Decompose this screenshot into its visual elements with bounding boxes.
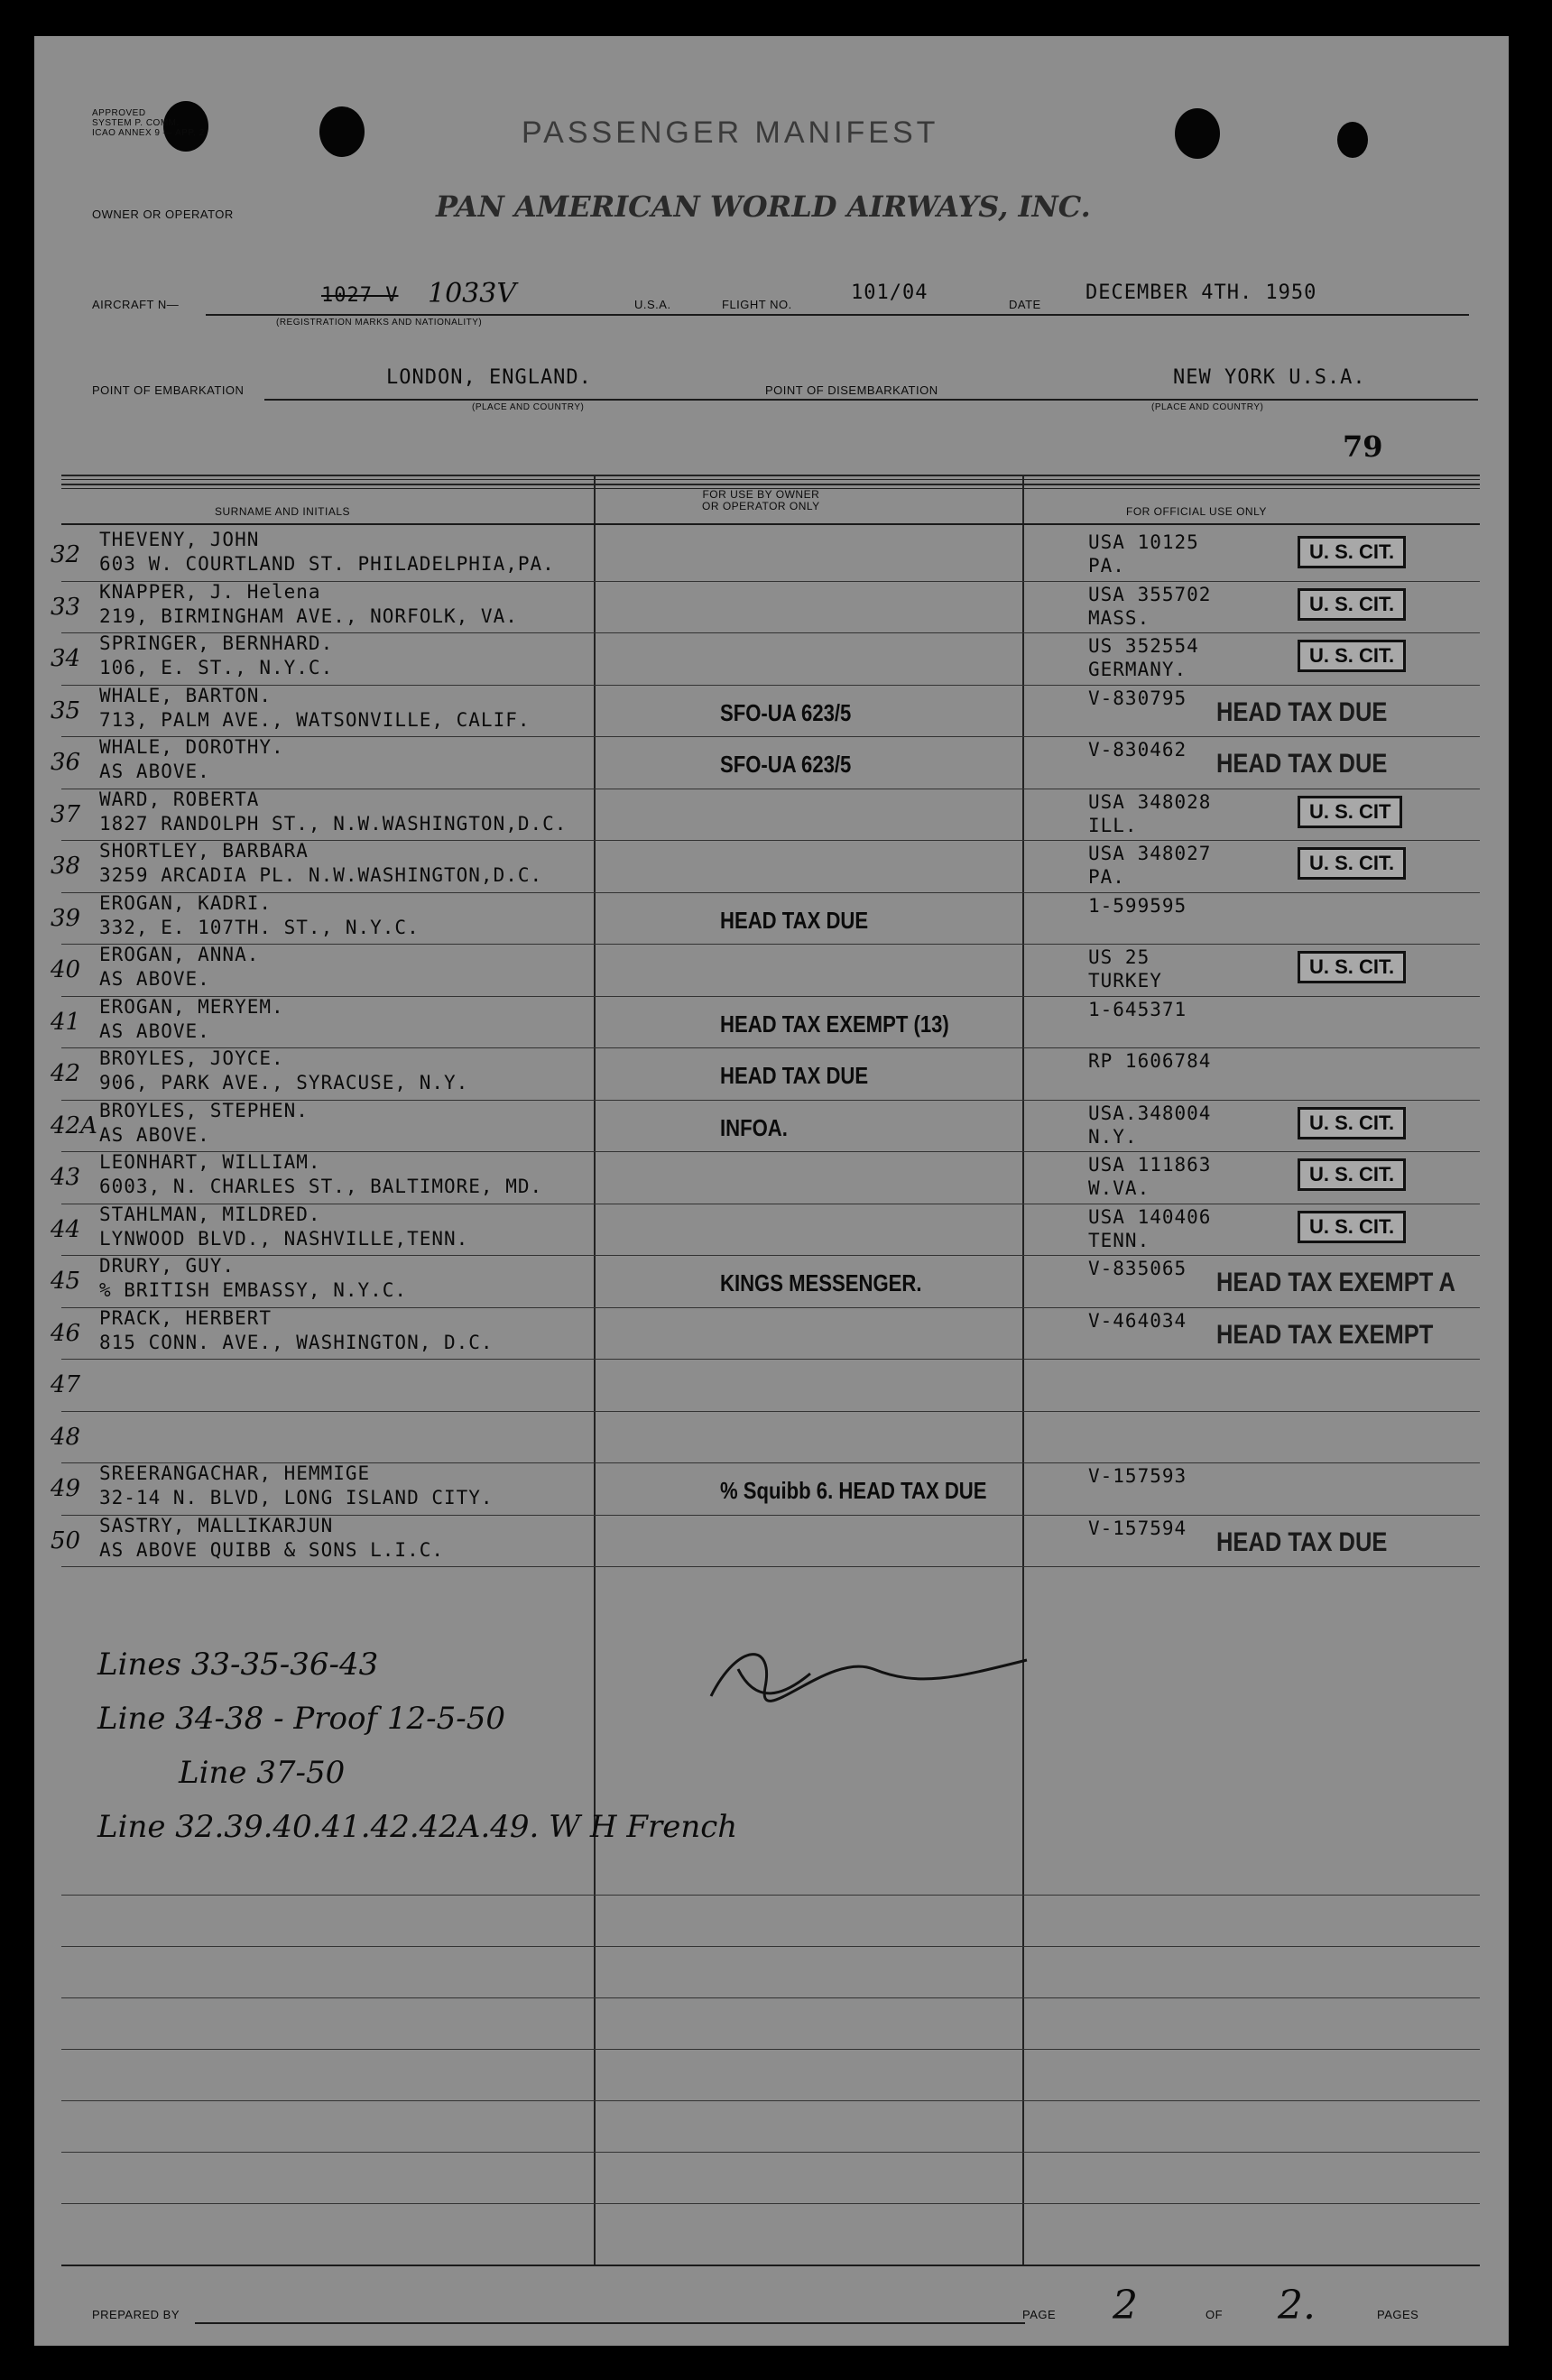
- passenger-name: EROGAN, KADRI.: [99, 891, 273, 914]
- passenger-name: WARD, ROBERTA: [99, 788, 260, 810]
- document-title: PASSENGER MANIFEST: [522, 115, 939, 150]
- passenger-name: SHORTLEY, BARBARA: [99, 840, 309, 862]
- owner-label: OWNER OR OPERATOR: [92, 208, 234, 221]
- row-rule: [61, 1411, 1480, 1412]
- passenger-address: % BRITISH EMBASSY, N.Y.C.: [99, 1279, 408, 1301]
- passenger-address: AS ABOVE QUIBB & SONS L.I.C.: [99, 1538, 445, 1561]
- row-number: 42: [51, 1060, 81, 1087]
- row-number: 40: [51, 956, 81, 983]
- passenger-address: LYNWOOD BLVD., NASHVILLE,TENN.: [99, 1227, 469, 1250]
- official-value: USA 111863 W.VA.: [1088, 1154, 1212, 1199]
- embark-label: POINT OF EMBARKATION: [92, 383, 245, 397]
- head-tax-stamp: HEAD TAX DUE: [1216, 749, 1388, 779]
- row-number: 48: [51, 1423, 81, 1451]
- official-value: US 352554 GERMANY.: [1088, 635, 1199, 680]
- punch-hole: [1337, 122, 1368, 158]
- citizenship-stamp: U. S. CIT.: [1298, 847, 1406, 880]
- prepared-label: PREPARED BY: [92, 2308, 180, 2321]
- column-official-use: FOR OFFICIAL USE ONLY: [1126, 505, 1267, 518]
- page-number: 79: [1343, 429, 1383, 464]
- passenger-name: EROGAN, MERYEM.: [99, 995, 284, 1018]
- owner-note: KINGS MESSENGER.: [720, 1269, 922, 1296]
- citizenship-stamp: U. S. CIT.: [1298, 1211, 1406, 1243]
- passenger-address: AS ABOVE.: [99, 1019, 210, 1042]
- flight-value: 101/04: [851, 281, 928, 304]
- row-number: 42A: [51, 1112, 97, 1139]
- owner-value: PAN AMERICAN WORLD AIRWAYS, INC.: [436, 189, 1091, 224]
- passenger-name: DRURY, GUY.: [99, 1255, 236, 1277]
- passenger-name: SPRINGER, BERNHARD.: [99, 632, 334, 654]
- owner-note: % Squibb 6. HEAD TAX DUE: [720, 1477, 987, 1504]
- row-rule: [61, 1255, 1480, 1256]
- row-number: 41: [51, 1008, 81, 1036]
- head-tax-stamp: HEAD TAX EXEMPT: [1216, 1319, 1434, 1350]
- date-value: DECEMBER 4TH. 1950: [1085, 281, 1317, 304]
- passenger-address: AS ABOVE.: [99, 761, 210, 782]
- passenger-name: BROYLES, STEPHEN.: [99, 1099, 309, 1121]
- row-rule: [61, 1307, 1480, 1308]
- punch-hole: [319, 106, 365, 157]
- official-value: USA 10125 PA.: [1088, 531, 1199, 577]
- passenger-name: WHALE, DOROTHY.: [99, 736, 284, 758]
- owner-note: SFO-UA 623/5: [720, 751, 852, 778]
- passenger-name: WHALE, BARTON.: [99, 684, 273, 706]
- passenger-address: 906, PARK AVE., SYRACUSE, N.Y.: [99, 1072, 469, 1093]
- citizenship-stamp: U. S. CIT.: [1298, 588, 1406, 621]
- embark-underline: [264, 399, 1478, 401]
- row-number: 33: [51, 593, 81, 621]
- row-number: 49: [51, 1475, 81, 1502]
- of-value: 2.: [1278, 2283, 1316, 2329]
- manifest-sheet: [34, 36, 1509, 2346]
- head-tax-stamp: HEAD TAX EXEMPT A: [1216, 1268, 1455, 1297]
- approval-note: APPROVED SYSTEM P. COMM. ICAO ANNEX 9 — APP. 2: [92, 108, 205, 138]
- page-label: PAGE: [1022, 2308, 1057, 2321]
- official-value: USA 140406 TENN.: [1088, 1205, 1212, 1251]
- owner-note: HEAD TAX EXEMPT (13): [720, 1010, 949, 1038]
- passenger-address: 815 CONN. AVE., WASHINGTON, D.C.: [99, 1331, 494, 1353]
- passenger-address: 106, E. ST., N.Y.C.: [99, 657, 334, 678]
- blank-row-rule: [61, 2049, 1480, 2050]
- row-number: 39: [51, 904, 81, 932]
- embark-value: LONDON, ENGLAND.: [386, 366, 592, 389]
- official-value: 1-599595: [1088, 894, 1187, 917]
- row-number: 50: [51, 1527, 81, 1554]
- row-number: 35: [51, 696, 81, 724]
- official-value: US 25 TURKEY: [1088, 946, 1162, 992]
- aircraft-label: AIRCRAFT N—: [92, 298, 180, 311]
- blank-row-rule: [61, 1997, 1480, 1998]
- row-rule: [61, 685, 1480, 686]
- passenger-name: PRACK, HERBERT: [99, 1306, 273, 1329]
- passenger-name: STAHLMAN, MILDRED.: [99, 1203, 321, 1225]
- passenger-address: 3259 ARCADIA PL. N.W.WASHINGTON,D.C.: [99, 864, 543, 886]
- punch-hole: [1175, 108, 1220, 159]
- passenger-address: 6003, N. CHARLES ST., BALTIMORE, MD.: [99, 1176, 543, 1197]
- flight-label: FLIGHT NO.: [722, 298, 792, 311]
- row-number: 44: [51, 1215, 81, 1243]
- passenger-address: AS ABOVE.: [99, 968, 210, 990]
- passenger-name: SREERANGACHAR, HEMMIGE: [99, 1462, 371, 1484]
- passenger-address: 603 W. COURTLAND ST. PHILADELPHIA,PA.: [99, 553, 555, 575]
- signature-scribble: [702, 1633, 1045, 1714]
- owner-note: HEAD TAX DUE: [720, 1062, 869, 1089]
- citizenship-stamp: U. S. CIT.: [1298, 1107, 1406, 1139]
- annotation-line: Lines 33-35-36-43: [97, 1647, 379, 1683]
- row-number: 36: [51, 749, 81, 776]
- row-number: 45: [51, 1268, 81, 1295]
- head-tax-stamp: HEAD TAX DUE: [1216, 1527, 1388, 1557]
- official-value: USA 355702 MASS.: [1088, 583, 1212, 629]
- column-owner-use: FOR USE BY OWNER OR OPERATOR ONLY: [702, 488, 820, 512]
- official-value: USA 348028 ILL.: [1088, 790, 1212, 836]
- passenger-name: EROGAN, ANNA.: [99, 944, 260, 965]
- page-value: 2: [1113, 2283, 1138, 2329]
- disembark-value: NEW YORK U.S.A.: [1173, 366, 1366, 389]
- official-value: V-157594: [1088, 1517, 1187, 1539]
- aircraft-value: 1033V: [428, 278, 517, 309]
- passenger-name: SASTRY, MALLIKARJUN: [99, 1514, 334, 1536]
- passenger-name: KNAPPER, J. Helena: [99, 580, 321, 603]
- row-rule: [61, 1566, 1480, 1567]
- passenger-address: AS ABOVE.: [99, 1123, 210, 1146]
- passenger-address: 332, E. 107TH. ST., N.Y.C.: [99, 916, 420, 938]
- annotation-line: Line 32.39.40.41.42.42A.49. W H French: [97, 1809, 738, 1845]
- pages-label: PAGES: [1377, 2308, 1419, 2321]
- blank-row-rule: [61, 2100, 1480, 2101]
- official-value: V-830795: [1088, 687, 1187, 709]
- blank-row-rule: [61, 2152, 1480, 2153]
- citizenship-stamp: U. S. CIT.: [1298, 1158, 1406, 1191]
- official-value: V-830462: [1088, 739, 1187, 761]
- header-rule: [61, 523, 1480, 525]
- official-value: USA 348027 PA.: [1088, 843, 1212, 888]
- column-surname: SURNAME AND INITIALS: [215, 505, 351, 518]
- row-number: 37: [51, 800, 81, 828]
- official-value: USA.348004 N.Y.: [1088, 1102, 1212, 1148]
- embark-caption: (PLACE AND COUNTRY): [472, 402, 585, 412]
- passenger-name: BROYLES, JOYCE.: [99, 1047, 284, 1069]
- citizenship-stamp: U. S. CIT: [1298, 796, 1402, 828]
- row-rule: [61, 892, 1480, 893]
- row-number: 43: [51, 1164, 81, 1191]
- row-number: 38: [51, 853, 81, 880]
- usa-label: U.S.A.: [634, 298, 671, 311]
- row-rule: [61, 944, 1480, 945]
- disembark-caption: (PLACE AND COUNTRY): [1151, 402, 1264, 412]
- owner-note: HEAD TAX DUE: [720, 906, 869, 934]
- passenger-address: 219, BIRMINGHAM AVE., NORFOLK, VA.: [99, 604, 518, 627]
- owner-note: INFOA.: [720, 1113, 788, 1141]
- blank-row-rule: [61, 1895, 1480, 1896]
- prepared-underline: [195, 2322, 1025, 2324]
- aircraft-underline: [206, 314, 1469, 316]
- official-value: 1-645371: [1088, 998, 1187, 1020]
- row-number: 34: [51, 645, 81, 672]
- of-label: OF: [1206, 2308, 1224, 2321]
- citizenship-stamp: U. S. CIT.: [1298, 640, 1406, 672]
- date-label: DATE: [1009, 298, 1041, 311]
- registration-caption: (REGISTRATION MARKS AND NATIONALITY): [276, 318, 483, 327]
- aircraft-struck: 1027-V: [321, 284, 399, 307]
- disembark-label: POINT OF DISEMBARKATION: [765, 383, 938, 397]
- head-tax-stamp: HEAD TAX DUE: [1216, 696, 1388, 727]
- citizenship-stamp: U. S. CIT.: [1298, 951, 1406, 983]
- passenger-name: THEVENY, JOHN: [99, 529, 260, 550]
- table-bottom-rule: [61, 2265, 1480, 2266]
- row-number: 47: [51, 1371, 81, 1398]
- row-number: 32: [51, 541, 81, 568]
- passenger-address: 1827 RANDOLPH ST., N.W.WASHINGTON,D.C.: [99, 812, 568, 835]
- official-value: V-835065: [1088, 1258, 1187, 1279]
- owner-note: SFO-UA 623/5: [720, 698, 852, 726]
- passenger-address: 713, PALM AVE., WATSONVILLE, CALIF.: [99, 708, 531, 731]
- annotation-line: Line 37-50: [179, 1755, 346, 1791]
- official-value: RP 1606784: [1088, 1050, 1212, 1072]
- citizenship-stamp: U. S. CIT.: [1298, 536, 1406, 568]
- blank-row-rule: [61, 1946, 1480, 1947]
- table-top-rule: [61, 475, 1480, 480]
- passenger-name: LEONHART, WILLIAM.: [99, 1151, 321, 1173]
- passenger-address: 32-14 N. BLVD, LONG ISLAND CITY.: [99, 1487, 494, 1508]
- blank-row-rule: [61, 2203, 1480, 2204]
- annotation-line: Line 34-38 - Proof 12-5-50: [97, 1701, 505, 1737]
- row-rule: [61, 1359, 1480, 1360]
- row-number: 46: [51, 1319, 81, 1347]
- official-value: V-464034: [1088, 1309, 1187, 1332]
- official-value: V-157593: [1088, 1465, 1187, 1487]
